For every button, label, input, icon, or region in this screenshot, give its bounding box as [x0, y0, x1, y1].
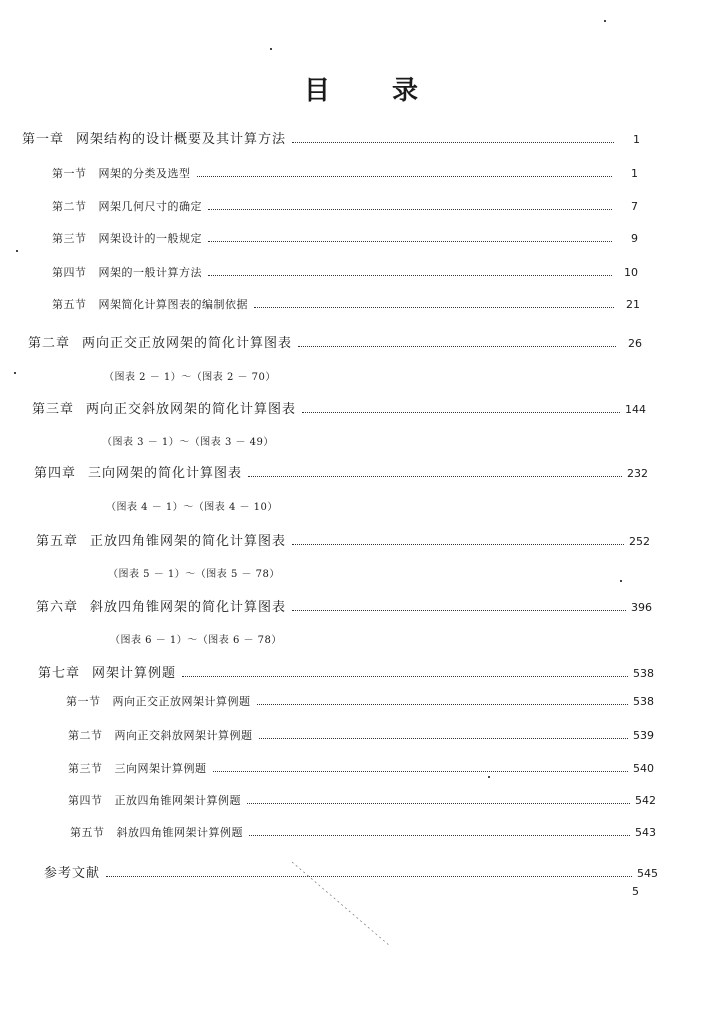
entry-title: 三向网架计算例题	[114, 762, 207, 775]
entry-page-number: 9	[631, 232, 638, 245]
scan-speck	[488, 776, 490, 778]
entry-number: 第七章	[38, 666, 81, 681]
entry-page-number: 543	[635, 826, 656, 839]
toc-entry-section[interactable]	[68, 792, 656, 808]
entry-title: 网架计算例题	[92, 666, 177, 681]
toc-entry-chapter-1[interactable]	[22, 128, 640, 147]
entry-number: 第二节	[68, 729, 103, 742]
toc-entry-chapter-2[interactable]	[28, 332, 642, 351]
dot-leader	[208, 208, 612, 210]
entry-number: 第五节	[52, 298, 87, 311]
entry-page-number: 1	[631, 167, 638, 180]
entry-number: 第一节	[66, 695, 101, 708]
dot-leader	[208, 274, 612, 276]
toc-entry-section[interactable]	[70, 824, 656, 840]
entry-title: 正放四角锥网架计算例题	[114, 794, 241, 807]
dot-leader	[254, 306, 614, 308]
title-char-2: 录	[392, 76, 421, 106]
entry-number: 第三章	[32, 402, 75, 417]
entry-title: 正放四角锥网架的简化计算图表	[90, 534, 287, 549]
entry-page-number: 7	[631, 200, 638, 213]
entry-title: 斜放四角锥网架的简化计算图表	[90, 600, 287, 615]
entry-number: 第四章	[34, 466, 77, 481]
entry-number: 第一章	[22, 132, 65, 147]
toc-entry-section[interactable]	[52, 198, 638, 214]
dot-leader	[292, 543, 624, 545]
dot-leader	[302, 411, 620, 413]
toc-entry-section[interactable]	[52, 296, 640, 312]
entry-page-number: 1	[633, 133, 640, 146]
entry-page-number: 26	[628, 337, 642, 350]
dot-leader	[247, 802, 630, 804]
entry-title: 网架结构的设计概要及其计算方法	[76, 132, 287, 147]
entry-number: 第六章	[36, 600, 79, 615]
entry-title: 斜放四角锥网架计算例题	[116, 826, 243, 839]
entry-page-number: 538	[633, 695, 654, 708]
entry-number: 第一节	[52, 167, 87, 180]
dot-leader	[213, 770, 629, 772]
entry-page-number: 538	[633, 667, 654, 680]
toc-entry-chapter-6[interactable]	[36, 596, 652, 615]
entry-page-number: 21	[626, 298, 640, 311]
title-char-1: 目	[303, 76, 332, 106]
dot-leader	[197, 175, 613, 177]
entry-page-number: 232	[627, 467, 648, 480]
entry-page-number: 539	[633, 729, 654, 742]
dot-leader	[248, 475, 622, 477]
chart-range: （图表 2 － 1）～（图表 2 － 70）	[104, 372, 276, 383]
dot-leader	[182, 675, 628, 677]
page-number: 5	[632, 885, 639, 898]
scan-streak	[290, 860, 400, 950]
dot-leader	[298, 345, 616, 347]
entry-title: 网架的分类及选型	[98, 167, 191, 180]
entry-page-number: 540	[633, 762, 654, 775]
toc-entry-chapter-7[interactable]	[38, 662, 654, 681]
toc-entry-section[interactable]	[52, 165, 638, 181]
entry-number: 第四节	[52, 266, 87, 279]
toc-entry-chapter-3[interactable]	[32, 398, 646, 417]
entry-number: 第二章	[28, 336, 71, 351]
scan-speck	[604, 20, 606, 22]
entry-title: 网架几何尺寸的确定	[98, 200, 202, 213]
toc-entry-chapter-4[interactable]	[34, 462, 648, 481]
entry-page-number: 545	[637, 867, 658, 880]
entry-title: 两向正交斜放网架计算例题	[114, 729, 253, 742]
entry-title: 网架简化计算图表的编制依据	[98, 298, 248, 311]
scan-speck	[620, 580, 622, 582]
chart-range: （图表 3 － 1）～（图表 3 － 49）	[102, 437, 274, 448]
entry-title: 两向正交斜放网架的简化计算图表	[86, 402, 297, 417]
scan-speck	[270, 48, 272, 50]
toc-entry-section[interactable]	[52, 264, 638, 280]
toc-entry-section[interactable]	[52, 230, 638, 246]
entry-page-number: 542	[635, 794, 656, 807]
entry-number: 第三节	[52, 232, 87, 245]
entry-title: 参考文献	[44, 866, 101, 881]
dot-leader	[208, 240, 612, 242]
chart-range: （图表 4 － 1）～（图表 4 － 10）	[106, 502, 278, 513]
dot-leader	[259, 737, 629, 739]
entry-title: 网架的一般计算方法	[98, 266, 202, 279]
chart-range: （图表 5 － 1）～（图表 5 － 78）	[108, 569, 280, 580]
chart-range: （图表 6 － 1）～（图表 6 － 78）	[110, 635, 282, 646]
entry-page-number: 144	[625, 403, 646, 416]
entry-title: 网架设计的一般规定	[98, 232, 202, 245]
dot-leader	[257, 703, 629, 705]
dot-leader	[292, 141, 614, 143]
entry-number: 第五章	[36, 534, 79, 549]
dot-leader	[249, 834, 630, 836]
page-title	[0, 70, 724, 107]
entry-number: 第四节	[68, 794, 103, 807]
toc-entry-section[interactable]	[66, 693, 654, 709]
toc-entry-section[interactable]	[68, 760, 654, 776]
toc-entry-section[interactable]	[68, 727, 654, 743]
entry-title: 两向正交正放网架计算例题	[112, 695, 251, 708]
entry-number: 第二节	[52, 200, 87, 213]
entry-title: 三向网架的简化计算图表	[88, 466, 243, 481]
entry-number: 第五节	[70, 826, 105, 839]
scan-speck	[16, 250, 18, 252]
entry-title: 两向正交正放网架的简化计算图表	[82, 336, 293, 351]
entry-page-number: 252	[629, 535, 650, 548]
entry-page-number: 10	[624, 266, 638, 279]
entry-number: 第三节	[68, 762, 103, 775]
toc-entry-chapter-5[interactable]	[36, 530, 650, 549]
scan-speck	[14, 372, 16, 374]
entry-page-number: 396	[631, 601, 652, 614]
dot-leader	[292, 609, 626, 611]
